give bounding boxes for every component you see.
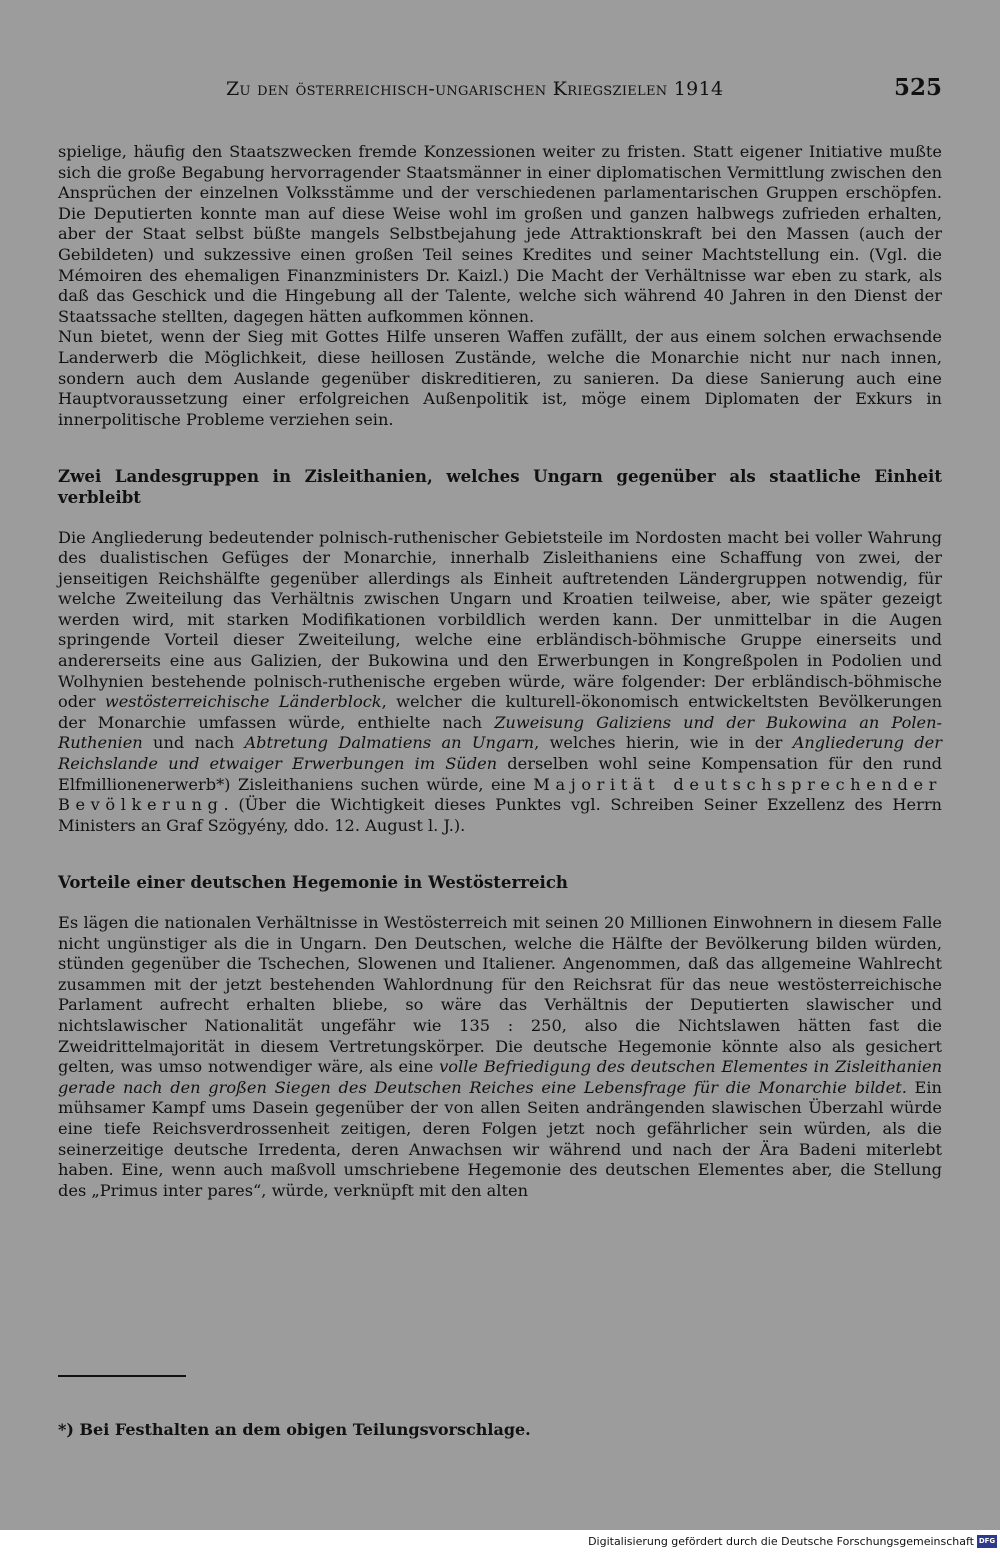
body-text xyxy=(58,142,942,1201)
paragraph-1: spielige, häufig den Staatszwecken fremde Konzessionen weiter zu fristen. Statt eigener Initiative mußte sich die große Begabung hervorragender Staatsmänner in einer diplomatischen Vermittlung zwischen den Ansprüchen der einzelnen Volksstämme und der verschiedenen parlamentarischen Gruppen erschöpfen. Die Deputierten konnte man auf diese Weise wohl im großen und ganzen halbwegs zufrieden erhalten, aber der Staat selbst büßte mangels Selbstbejahung jede Attraktionskraft bei den Massen (auch der Gebildeten) und sukzessive einen großen Teil seines Kredites und seiner Machtstellung ein. (Vgl. die Mémoiren des ehemaligen Finanzministers Dr. Kaizl.) Die Macht der Verhältnisse war eben zu stark, als daß das Geschick und die Hingebung all der Talente, welche sich während 40 Jahren in den Dienst der Staatssache stellten, dagegen hätten aufkommen können. xyxy=(58,142,942,326)
footnote-rule xyxy=(58,1375,186,1377)
dfg-logo-icon: DFG xyxy=(977,1535,997,1548)
section-heading-1: Zwei Landesgruppen in Zisleithanien, welches Ungarn gegenüber als staatliche Einheit verbleibt xyxy=(58,466,942,507)
section-heading-2: Vorteile einer deutschen Hegemonie in Westösterreich xyxy=(58,872,568,893)
page-header xyxy=(58,74,942,108)
paragraph-3: Die Angliederung bedeutender polnisch-ruthenischer Gebietsteile im Nordosten macht bei voller Wahrung des dualistischen Gefüges der Monarchie, innerhalb Zisleithaniens eine Schaffung von zwei, der jenseitigen Reichshälfte gegenüber allerdings als Einheit auftretenden Ländergruppen notwendig, für welche Zweiteilung das Verhältnis zwischen Ungarn und Kroatien teilweise, aber, wie später gezeigt werden wird, mit starken Modifikationen vorbildlich werden kann. Der unmittelbar in die Augen springende Vorteil dieser Zweiteilung, welche eine erbländisch-böhmische Gruppe einerseits und andererseits eine aus Galizien, der Bukowina und den Erwerbungen in Kongreßpolen in Podolien und Wolhynien bestehende polnisch-ruthenische ergeben würde, wäre folgender: Der erbländisch-böhmische oder westösterreichische Länderblock, welcher die kulturell-ökonomisch entwickeltsten Bevölkerungen der Monarchie umfassen würde, enthielte nach Zuweisung Galiziens und der Bukowina an Polen-Ruthenien und nach Abtretung Dalmatiens an Ungarn, welches hierin, wie in der Angliederung der Reichslande und etwaiger Erwerbungen im Süden derselben wohl seine Kompensation für den rund Elfmillionenerwerb*) Zisleithaniens suchen würde, eine Majorität deutschsprechender Bevölkerung. (Über die Wichtigkeit dieses Punktes vgl. Schreiben Seiner Exzellenz des Herrn Ministers an Graf Szögyény, ddo. 12. August l. J.). xyxy=(58,527,943,835)
digitization-footer xyxy=(0,1530,1000,1554)
paragraph-4: Es lägen die nationalen Verhältnisse in Westösterreich mit seinen 20 Millionen Einwohnern in diesem Falle nicht ungünstiger als die in Ungarn. Den Deutschen, welche die Hälfte der Bevölkerung bilden würden, stünden gegenüber die Tschechen, Slowenen und Italiener. Angenommen, daß das allgemeine Wahlrecht zusammen mit der jetzt bestehenden Wahlordnung für den Reichsrat für das neue westösterreichische Parlament aufrecht erhalten bliebe, so wäre das Verhältnis der Deputierten slawischer und nichtslawischer Nationalität ungefähr wie 135 : 250, also die Nichtslawen hätten fast die Zweidrittelmajorität in diesem Vertretungskörper. Die deutsche Hegemonie könnte also als gesichert gelten, was umso notwendiger wäre, als eine volle Befriedigung des deutschen Elementes in Zisleithanien gerade nach den großen Siegen des Deutschen Reiches eine Lebensfrage für die Monarchie bildet. Ein mühsamer Kampf ums Dasein gegenüber der von allen Seiten andrängenden slawischen Überzahl würde eine tiefe Reichsverdrossenheit zeitigen, deren Folgen jetzt noch gefährlicher sein würden, als die seinerzeitige deutsche Irredenta, deren Anwachsen wir während und nach der Ära Badeni miterlebt haben. Eine, wenn auch maßvoll umschriebene Hegemonie des deutschen Elementes aber, die Stellung des „Primus inter pares“, würde, verknüpft mit den alten xyxy=(58,913,942,1200)
dfg-credit: Digitalisierung gefördert durch die Deutsche Forschungsgemeinschaft xyxy=(588,1535,974,1548)
footnote: *) Bei Festhalten an dem obigen Teilungsvorschlage. xyxy=(58,1420,531,1439)
paragraph-2: Nun bietet, wenn der Sieg mit Gottes Hilfe unseren Waffen zufällt, der aus einem solchen erwachsende Landerwerb die Möglichkeit, diese heillosen Zustände, welche die Monarchie nicht nur nach innen, sondern auch dem Auslande gegenüber diskreditieren, zu sanieren. Da diese Sanierung auch eine Hauptvoraussetzung einer erfolgreichen Außenpolitik ist, möge einem Diplomaten der Exkurs in innerpolitische Probleme verziehen sein. xyxy=(58,327,942,429)
running-title: Zu den österreichisch-ungarischen Kriegszielen 1914 xyxy=(226,78,724,100)
page-number: 525 xyxy=(893,74,942,101)
